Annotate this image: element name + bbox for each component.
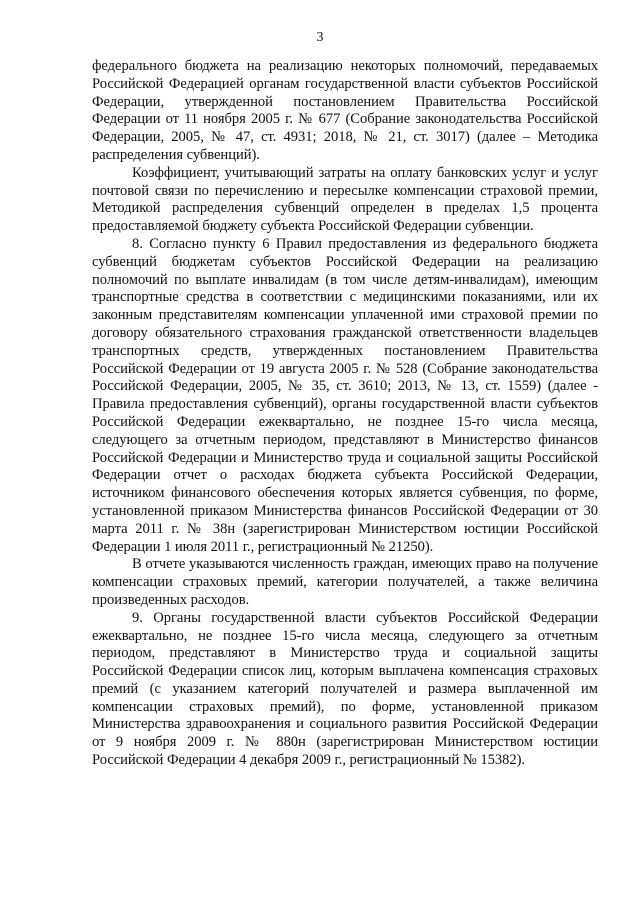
page-number: 3	[316, 30, 324, 45]
paragraph-item-9: 9. Органы государственной власти субъектов Российской Федерации ежеквартально, не позднее 15-го числа месяца, следующего за отчетным периодом, представляют в Министерство труда и социальной защиты Российской Федерации список лиц, которым выплачена компенсация страховых премий (с указанием категорий получателей и размера выплаченной им компенсации страховых премий), по форме, установленной приказом Министерства здравоохранения и социального развития Российской Федерации от 9 ноября 2009 г. № 880н (зарегистрирован Министерством юстиции Российской Федерации 4 декабря 2009 г., регистрационный № 15382).	[92, 609, 598, 769]
paragraph-methodology-continuation: федерального бюджета на реализацию некоторых полномочий, передаваемых Российской Федерацией органам государственной власти субъектов Российской Федерации, утвержденной постановлением Правительства Российской Федерации от 11 ноября 2005 г. № 677 (Собрание законодательства Российской Федерации, 2005, № 47, ст. 4931; 2018, № 21, ст. 3017) (далее – Методика распределения субвенций).	[92, 58, 598, 163]
paragraph-coefficient: Коэффициент, учитывающий затраты на оплату банковских услуг и услуг почтовой связи по перечислению и пересылке компенсации страховой премии, Методикой распределения субвенций определен в пределах 1,5 процента предоставляемой бюджету субъекта Российской Федерации субвенции.	[92, 164, 598, 235]
paragraph-report-contents: В отчете указываются численность граждан, имеющих право на получение компенсации страховых премий, категории получателей, а также величина произведенных расходов.	[92, 556, 598, 608]
document-body	[92, 58, 598, 770]
paragraph-item-8: 8. Согласно пункту 6 Правил предоставления из федерального бюджета субвенций бюджетам субъектов Российской Федерации на реализацию полномочий по выплате инвалидам (в том числе детям-инвалидам), имеющим транспортные средства в соответствии с медицинскими показаниями, или их законным представителям компенсации уплаченной ими страховой премии по договору обязательного страхования гражданской ответственности владельцев транспортных средств, утвержденных постановлением Правительства Российской Федерации от 19 августа 2005 г. № 528 (Собрание законодательства Российской Федерации, 2005, № 35, ст. 3610; 2013, № 13, ст. 1559) (далее - Правила предоставления субвенций), органы государственной власти субъектов Российской Федерации ежеквартально, не позднее 15-го числа месяца, следующего за отчетным периодом, представляют в Министерство финансов Российской Федерации и Министерство труда и социальной защиты Российской Федерации отчет о расходах бюджета субъекта Российской Федерации, источником финансового обеспечения которых является субвенция, по форме, установленной приказом Министерства финансов Российской Федерации от 30 марта 2011 г. № 38н (зарегистрирован Министерством юстиции Российской Федерации 1 июля 2011 г., регистрационный № 21250).	[92, 235, 598, 555]
